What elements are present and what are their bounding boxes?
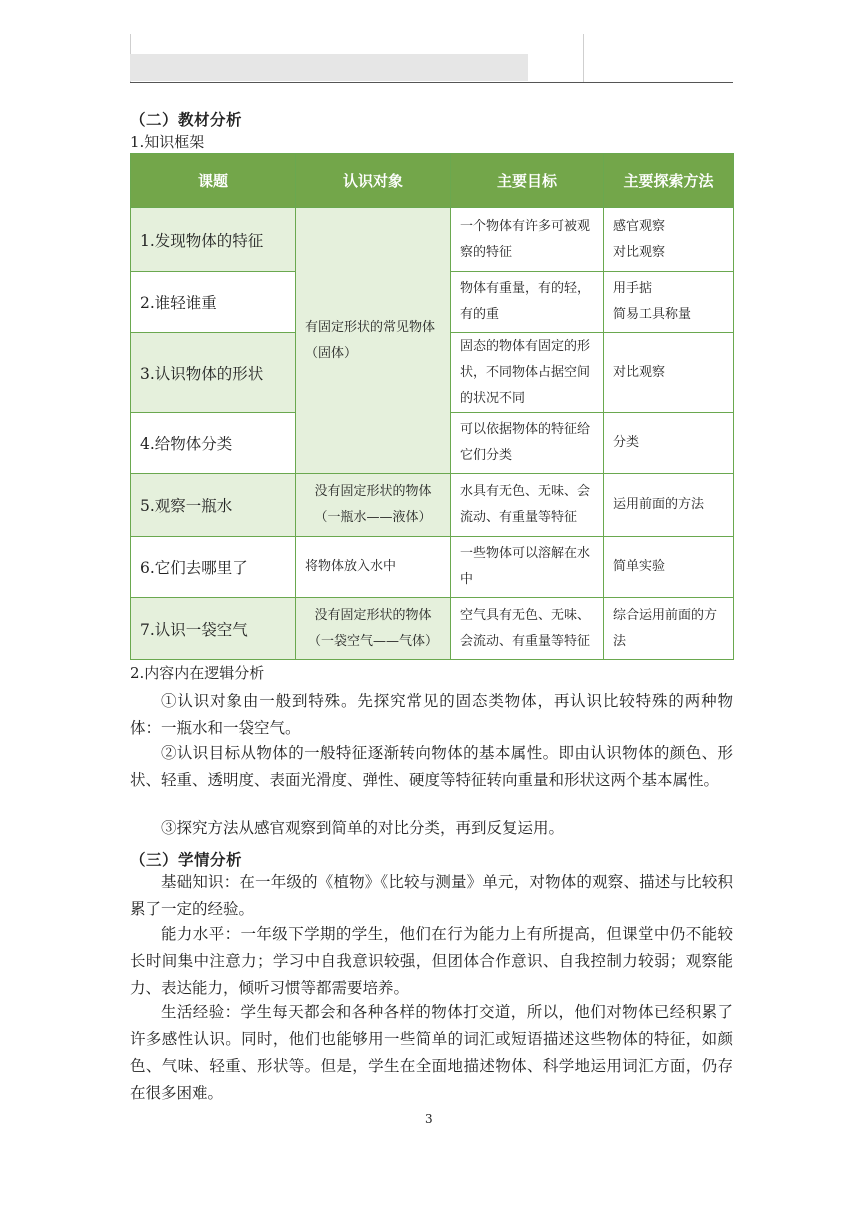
method-cell: 感官观察 对比观察 xyxy=(604,208,734,272)
goal-cell: 水具有无色、无味、会流动、有重量等特征 xyxy=(451,474,604,537)
learner-paragraph-basic-knowledge: 基础知识：在一年级的《植物》《比较与测量》单元，对物体的观察、描述与比较积累了一定的经验。 xyxy=(130,873,733,918)
table-row xyxy=(131,537,734,598)
method-cell: 对比观察 xyxy=(604,333,734,413)
header-right-line xyxy=(583,34,584,82)
page-number: 3 xyxy=(425,1112,433,1126)
header-rule xyxy=(130,82,733,83)
table-header-row xyxy=(131,154,734,208)
lesson-cell: 4.给物体分类 xyxy=(131,413,296,474)
table-row xyxy=(131,598,734,660)
object-cell: 没有固定形状的物体（一袋空气——气体） xyxy=(296,598,451,660)
section-heading-textbook-analysis: （二）教材分析 xyxy=(130,111,243,129)
method-cell: 综合运用前面的方法 xyxy=(604,598,734,660)
object-cell: 没有固定形状的物体（一瓶水——液体） xyxy=(296,474,451,537)
knowledge-framework-table xyxy=(130,153,734,660)
logic-paragraph-3: ③探究方法从感官观察到简单的对比分类，再到反复运用。 xyxy=(161,819,565,837)
header-method: 主要探索方法 xyxy=(604,154,734,208)
lesson-cell: 1.发现物体的特征 xyxy=(131,208,296,272)
logic-paragraph-1: ①认识对象由一般到特殊。先探究常见的固态类物体，再认识比较特殊的两种物体：一瓶水和一袋空气。 xyxy=(130,692,733,737)
goal-cell: 可以依据物体的特征给它们分类 xyxy=(451,413,604,474)
logic-paragraph-2: ②认识目标从物体的一般特征逐渐转向物体的基本属性。即由认识物体的颜色、形状、轻重、透明度、表面光滑度、弹性、硬度等特征转向重量和形状这两个基本属性。 xyxy=(130,744,733,789)
goal-cell: 一些物体可以溶解在水中 xyxy=(451,537,604,598)
header-object: 认识对象 xyxy=(296,154,451,208)
header-lesson: 课题 xyxy=(131,154,296,208)
object-cell: 有固定形状的常见物体（固体） xyxy=(296,208,451,474)
goal-cell: 空气具有无色、无味、会流动、有重量等特征 xyxy=(451,598,604,660)
learner-paragraph-ability: 能力水平：一年级下学期的学生，他们在行为能力上有所提高，但课堂中仍不能较长时间集中注意力；学习中自我意识较强，但团体合作意识、自我控制力较弱；观察能力、表达能力，倾听习惯等都需要培养。 xyxy=(130,925,733,997)
method-cell: 运用前面的方法 xyxy=(604,474,734,537)
subheading-knowledge-framework: 1.知识框架 xyxy=(130,133,205,151)
section-heading-learner-analysis: （三）学情分析 xyxy=(130,851,243,869)
object-cell: 将物体放入水中 xyxy=(296,537,451,598)
method-cell: 用手掂 简易工具称量 xyxy=(604,272,734,333)
header-gray-bar xyxy=(130,54,528,81)
header-goal: 主要目标 xyxy=(451,154,604,208)
lesson-cell: 7.认识一袋空气 xyxy=(131,598,296,660)
goal-cell: 一个物体有许多可被观察的特征 xyxy=(451,208,604,272)
lesson-cell: 5.观察一瓶水 xyxy=(131,474,296,537)
table-row xyxy=(131,474,734,537)
lesson-cell: 3.认识物体的形状 xyxy=(131,333,296,413)
learner-paragraph-life-experience: 生活经验：学生每天都会和各种各样的物体打交道，所以，他们对物体已经积累了许多感性认识。同时，他们也能够用一些简单的词汇或短语描述这些物体的特征，如颜色、气味、轻重、形状等。但是，学生在全面地描述物体、科学地运用词汇方面，仍存在很多困难。 xyxy=(130,1003,733,1102)
table-row xyxy=(131,208,734,272)
goal-cell: 物体有重量，有的轻，有的重 xyxy=(451,272,604,333)
method-cell: 简单实验 xyxy=(604,537,734,598)
goal-cell: 固态的物体有固定的形状，不同物体占据空间的状况不同 xyxy=(451,333,604,413)
method-cell: 分类 xyxy=(604,413,734,474)
lesson-cell: 2.谁轻谁重 xyxy=(131,272,296,333)
lesson-cell: 6.它们去哪里了 xyxy=(131,537,296,598)
subheading-logic-analysis: 2.内容内在逻辑分析 xyxy=(130,664,265,682)
